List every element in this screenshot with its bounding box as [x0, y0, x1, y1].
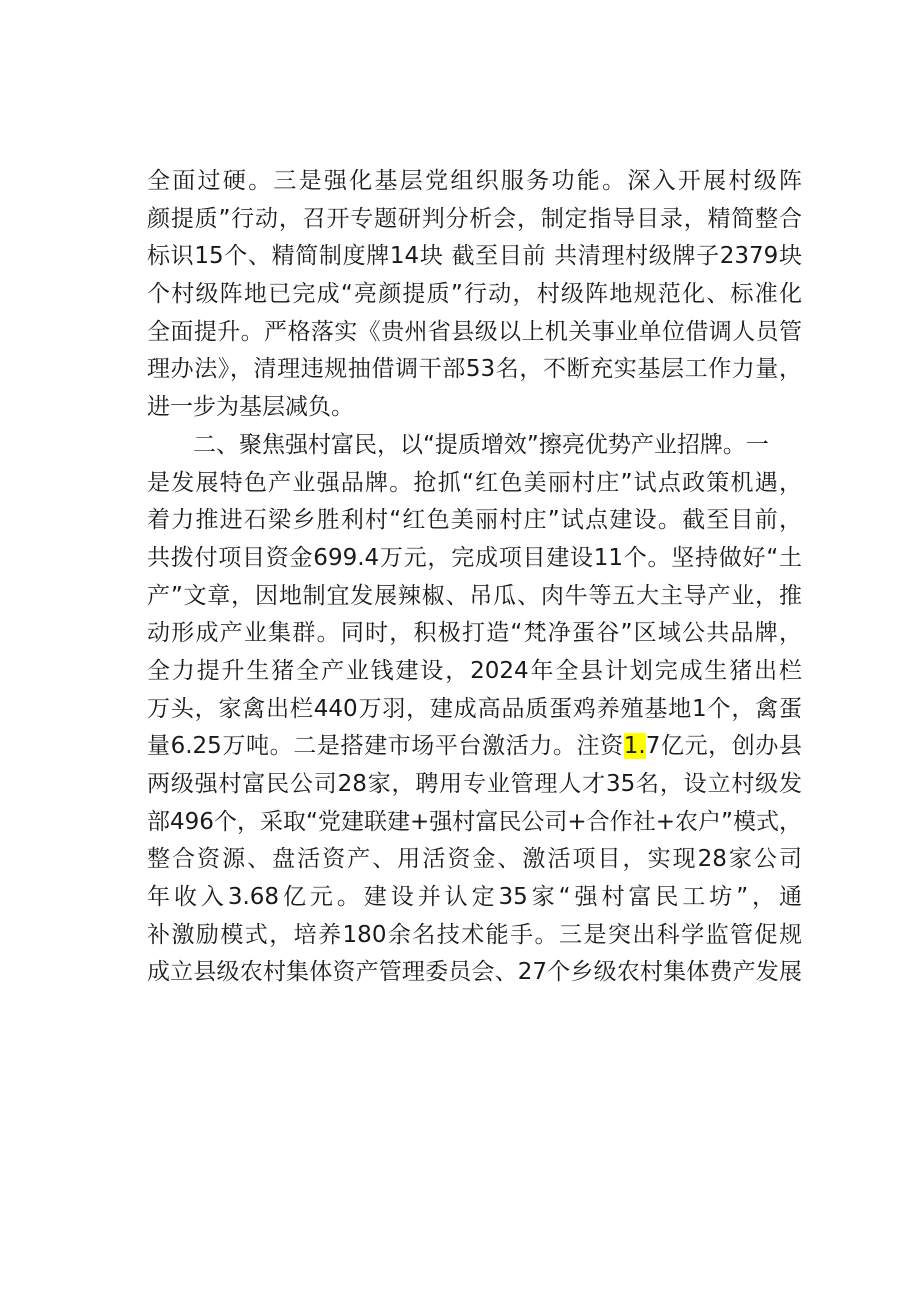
text-line: 是发展特色产业强品牌。抢抓“红色美丽村庄”试点政策机遇，: [147, 469, 802, 496]
text-line: 全面过硬。三是强化基层党组织服务功能。深入开展村级阵: [147, 168, 802, 194]
text-line: 整合资源、盘活资产、用活资金、激活项目，实现28家公司: [147, 846, 802, 873]
text-line: 全面提升。严格落实《贵州省县级以上机关事业单位借调人员管: [147, 318, 802, 345]
text-line: 颜提质”行动，召开专题研判分析会，制定指导目录，精简整合: [147, 205, 802, 232]
text-line: 成立县级农村集体资产管理委员会、27个乡级农村集体费产发展: [147, 959, 802, 986]
text-line: 动形成产业集群。同时，积极打造“梵净蛋谷”区域公共品牌，: [147, 620, 802, 647]
text-line: 产”文章，因地制宜发展辣椒、吊瓜、肉牛等五大主导产业，推: [147, 582, 802, 609]
text-segment: 量6.25万吨。二是搭建市场平台激活力。注资: [147, 733, 624, 760]
text-line: 两级强村富民公司28家，聘用专业管理人才35名，设立村级发: [147, 771, 802, 797]
text-line: 标识15个、精简制度牌14块 截至目前 共清理村级牌子2379块: [147, 243, 802, 270]
highlighted-text: 1.: [623, 733, 646, 760]
text-line: 补激励模式，培养180余名技术能手。三是突出科学监管促规: [147, 921, 802, 948]
text-line: 全力提升生猪全产业钱建设，2024年全县计划完成生猪出栏: [147, 657, 802, 684]
text-line: 着力推进石梁乡胜利村“红色美丽村庄”试点建设。截至目前，: [147, 507, 802, 534]
body-text: [147, 163, 802, 992]
text-segment: 7亿元，创办县: [645, 733, 802, 760]
text-line: 万头，家禽出栏440万羽，建成高品质蛋鸡养殖基地1个，禽蛋: [147, 695, 802, 722]
text-line: 个村级阵地已完成“亮颜提质”行动，村级阵地规范化、标准化: [147, 281, 802, 308]
text-line: 部496个，采取“党建联建+强村富民公司+合作社+农户”模式，: [147, 808, 802, 835]
text-line-paragraph-start: 二、聚焦强村富民，以“提质增效”擦亮优势产业招牌。一: [147, 431, 769, 458]
text-line-with-highlight: [147, 728, 802, 766]
text-line: 共拨付项目资金699.4万元，完成项目建设11个。坚持做好“土: [147, 544, 802, 571]
text-line-paragraph-end: 进一步为基层减负。: [147, 394, 354, 421]
text-line: 理办法》，清理违规抽借调干部53名，不断充实基层工作力量，: [147, 356, 802, 383]
text-line: 年收入3.68亿元。建设并认定35家“强村富民工坊”，通: [147, 884, 802, 911]
